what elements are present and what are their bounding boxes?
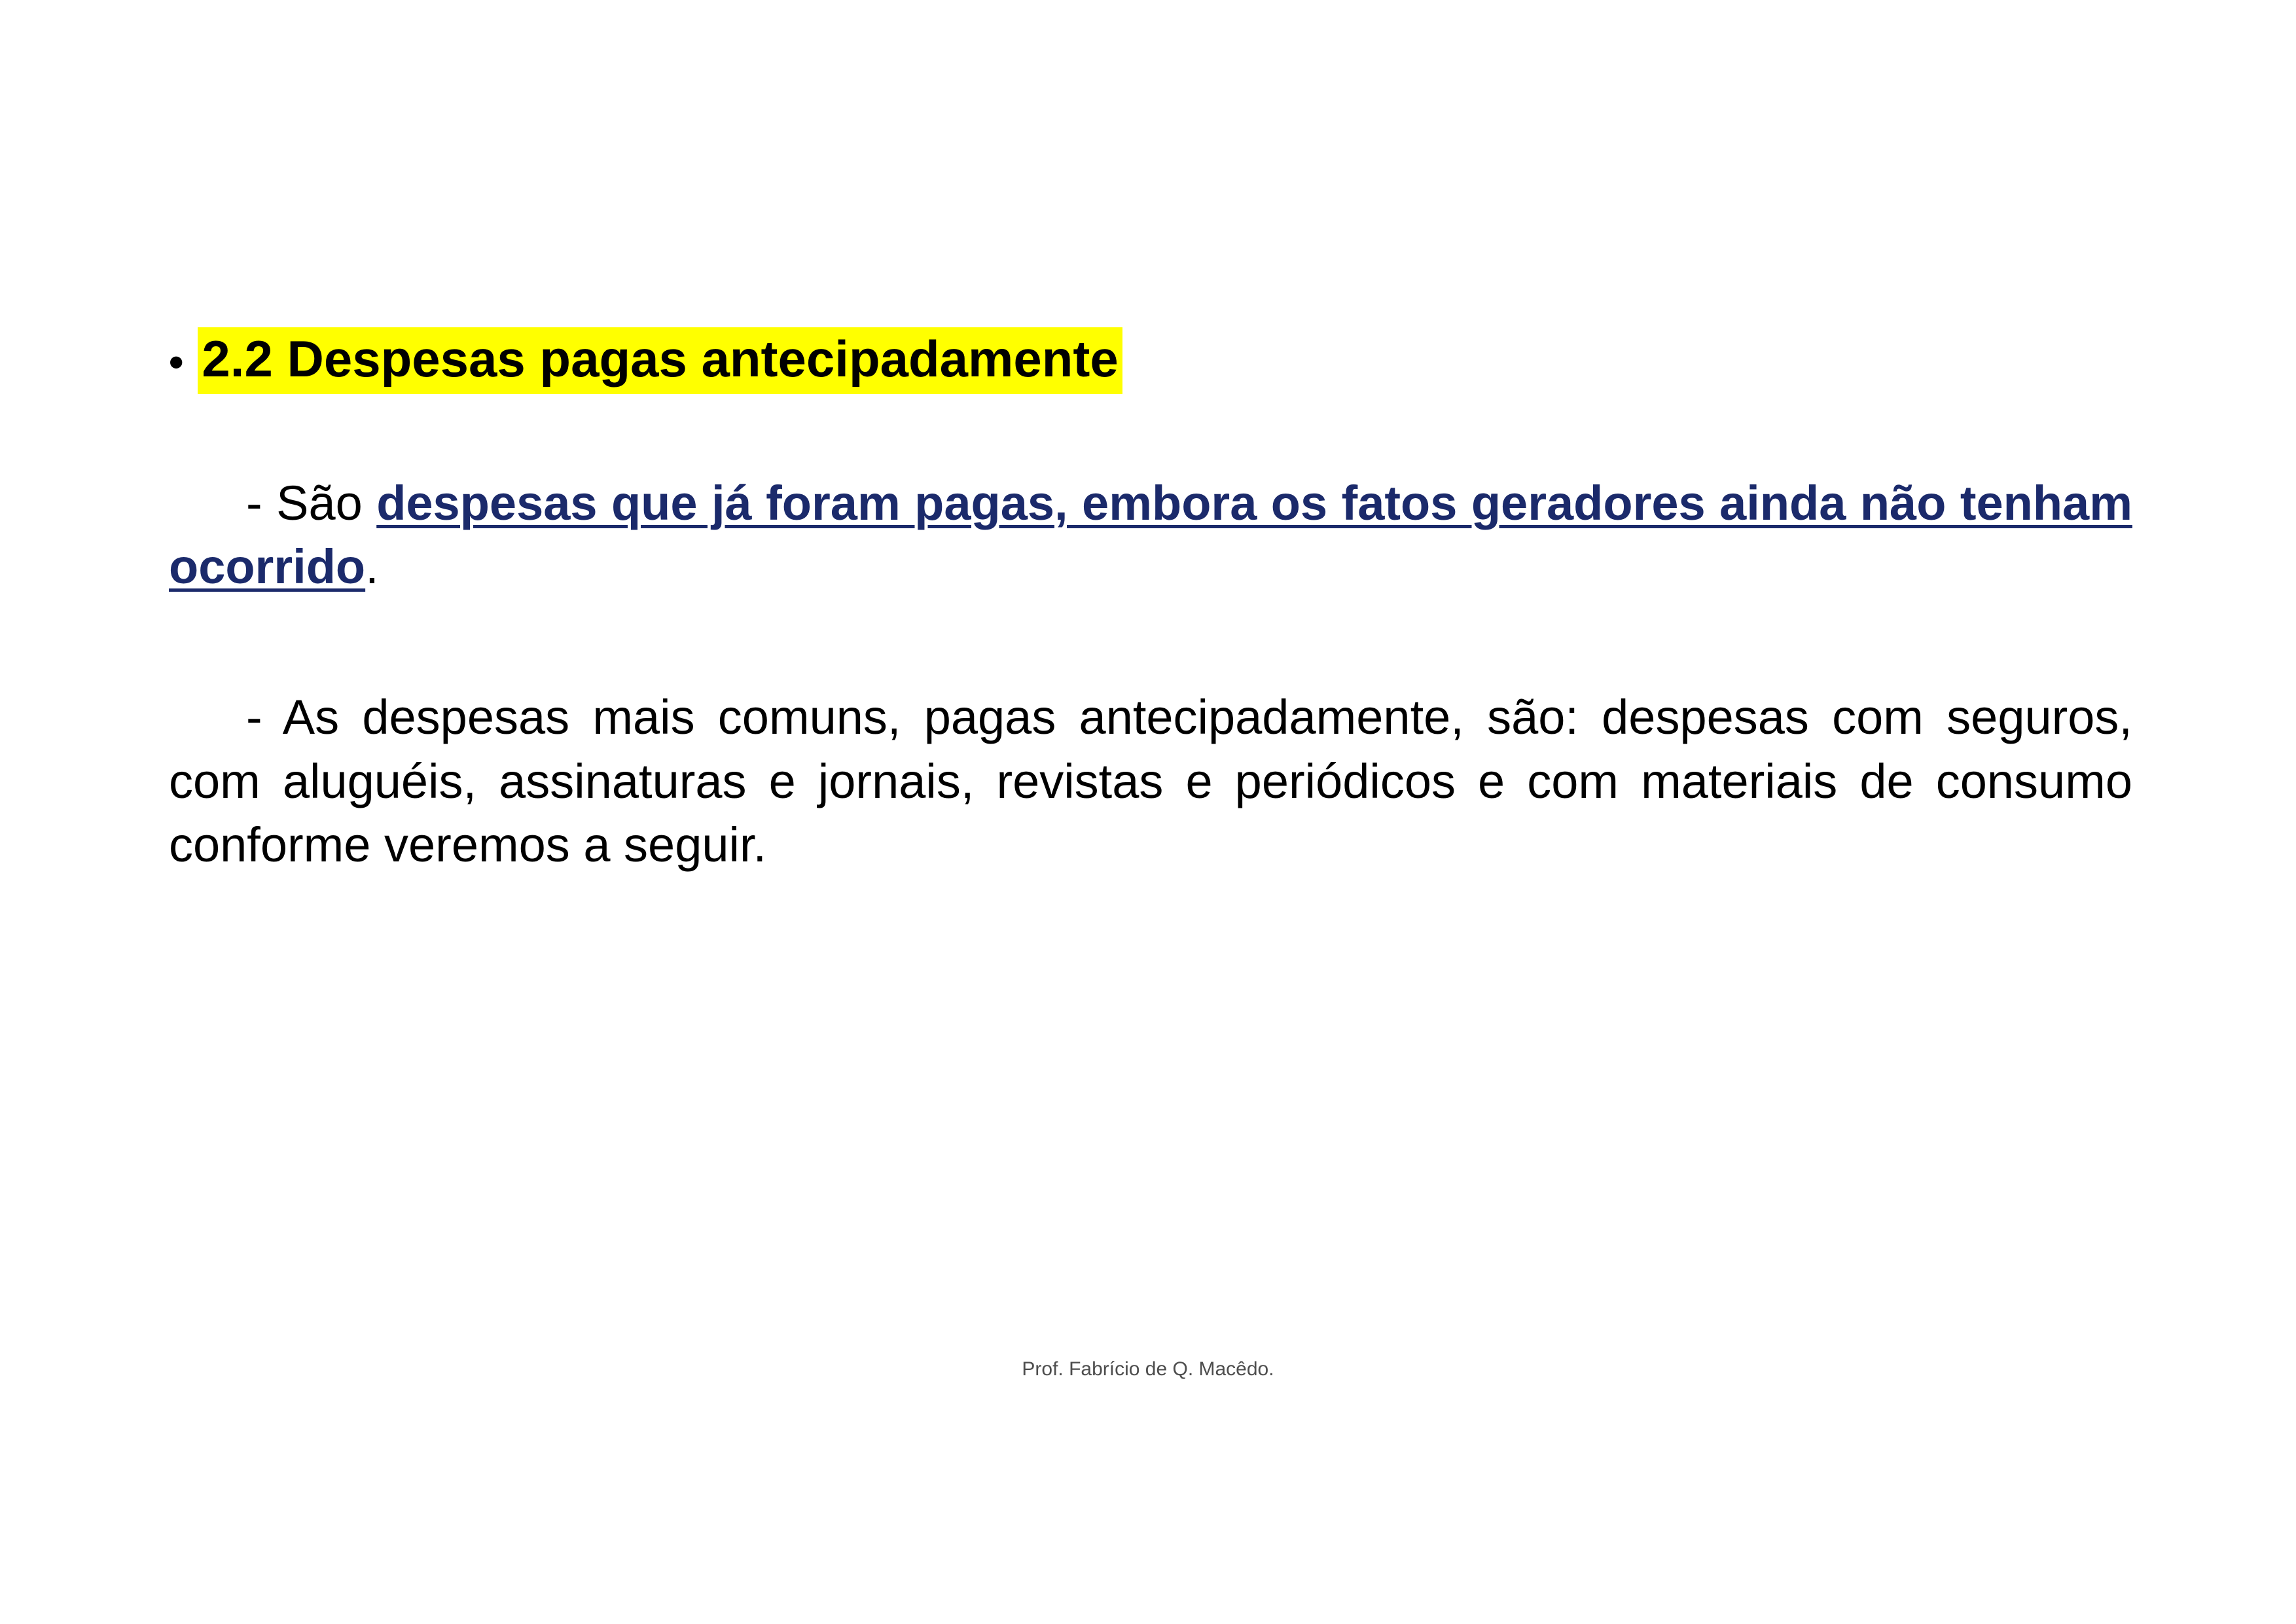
slide-content <box>169 327 2132 877</box>
bullet-heading <box>169 327 2132 394</box>
paragraph-examples-text: - As despesas mais comuns, pagas antecipadamente, são: despesas com seguros, com aluguéis, assinaturas e jornais, revistas e periódicos e com materiais de consumo conforme veremos a seguir. <box>169 690 2132 873</box>
paragraph-examples <box>169 685 2132 877</box>
slide-footer: Prof. Fabrício de Q. Macêdo. <box>1022 1358 1274 1380</box>
paragraph-definition-tail: . <box>365 539 379 594</box>
paragraph-definition <box>169 471 2132 599</box>
paragraph-definition-lead: - São <box>246 475 377 530</box>
bullet-icon: • <box>169 338 184 386</box>
section-title: 2.2 Despesas pagas antecipadamente <box>198 327 1122 394</box>
paragraph-definition-emphasis: despesas que já foram pagas, embora os fatos geradores ainda não tenham ocorrido <box>169 475 2132 594</box>
